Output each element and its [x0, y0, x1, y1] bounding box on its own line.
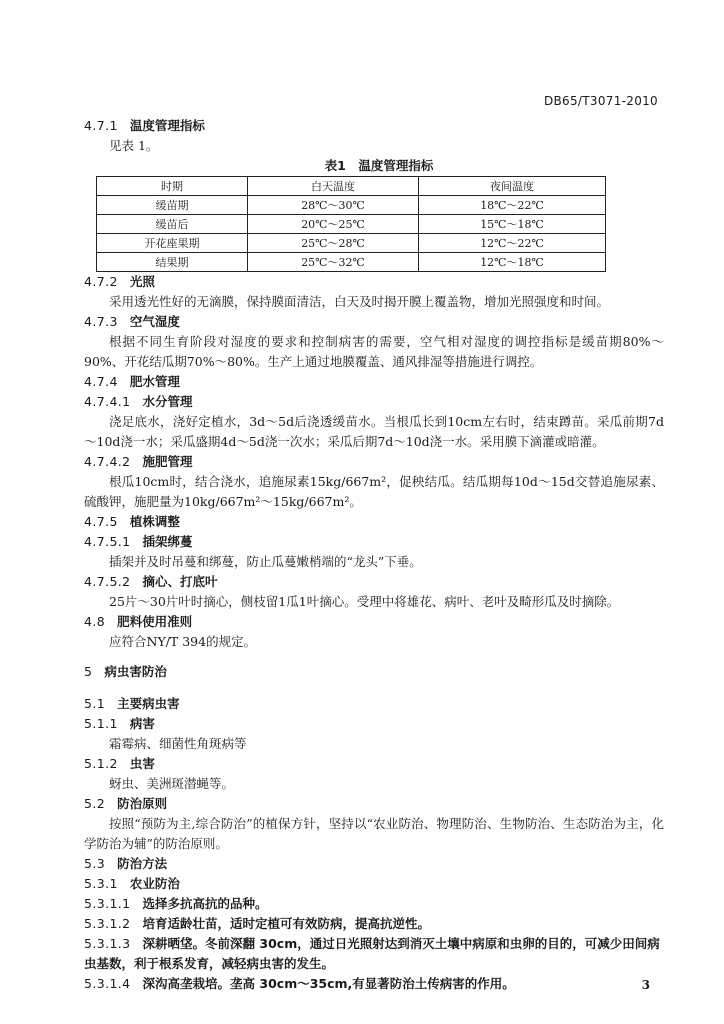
column-header: 夜间温度 — [419, 177, 606, 196]
text-4-8: 应符合NY/T 394的规定。 — [109, 634, 257, 649]
item-5-3-1-4: 5.3.1.4 深沟高垄栽培。垄高 30cm～35cm,有显著防治土传病害的作用。 — [84, 976, 515, 991]
table-cell: 18℃～22℃ — [419, 196, 606, 215]
item-5-3-1-1: 5.3.1.1 选择多抗高抗的品种。 — [84, 896, 268, 911]
table-cell: 25℃～32℃ — [248, 253, 419, 272]
table-cell: 缓苗后 — [97, 215, 248, 234]
heading-4-7-1: 4.7.1 温度管理指标 — [84, 118, 205, 133]
page-number: 3 — [641, 978, 650, 992]
heading-5-1: 5.1 主要病虫害 — [84, 696, 180, 711]
heading-4-7-4-2: 4.7.4.2 施肥管理 — [84, 454, 193, 469]
table-row — [97, 234, 606, 253]
table-cell: 缓苗期 — [97, 196, 248, 215]
item-5-3-1-2: 5.3.1.2 培育适龄壮苗，适时定植可有效防病，提高抗逆性。 — [84, 916, 431, 931]
heading-5-3: 5.3 防治方法 — [84, 856, 168, 871]
table-cell: 开花座果期 — [97, 234, 248, 253]
heading-4-7-5-2: 4.7.5.2 摘心、打底叶 — [84, 574, 218, 589]
heading-4-7-4-1: 4.7.4.1 水分管理 — [84, 394, 193, 409]
text-5-1-1: 霜霉病、细菌性角斑病等 — [109, 736, 247, 751]
text-5-1-2: 蚜虫、美洲斑潜蝇等。 — [109, 776, 235, 791]
standard-code: DB65/T3071-2010 — [543, 94, 658, 108]
table-cell: 20℃～25℃ — [248, 215, 419, 234]
temperature-table — [96, 176, 606, 272]
heading-5-2: 5.2 防治原则 — [84, 796, 168, 811]
heading-4-7-2: 4.7.2 光照 — [84, 274, 155, 289]
item-5-3-1-3: 5.3.1.3 深耕晒垡。冬前深翻 30cm，通过日光照射达到消灭土壤中病原和虫卵的目的，可减少田间病虫基数，利于根系发育，减轻病虫害的发生。 — [84, 936, 660, 971]
text-4-7-3: 根据不同生育阶段对湿度的要求和控制病害的需要，空气相对湿度的调控指标是缓苗期80%～90%、开花结瓜期70%～80%。生产上通过地膜覆盖、通风排湿等措施进行调控。 — [84, 334, 664, 369]
document-body — [84, 116, 664, 994]
text-5-2: 按照“预防为主,综合防治”的植保方针，坚持以“农业防治、物理防治、生物防治、生态防治为主，化学防治为辅”的防治原则。 — [84, 816, 664, 851]
column-header: 时期 — [97, 177, 248, 196]
heading-5-3-1: 5.3.1 农业防治 — [84, 876, 180, 891]
table-cell: 12℃～22℃ — [419, 234, 606, 253]
table-row — [97, 196, 606, 215]
heading-5: 5 病虫害防治 — [84, 664, 167, 679]
table-header-row — [97, 177, 606, 196]
heading-4-7-5: 4.7.5 植株调整 — [84, 514, 180, 529]
table-row — [97, 215, 606, 234]
text-4-7-5-1: 插架并及时吊蔓和绑蔓，防止瓜蔓嫩梢端的“龙头”下垂。 — [109, 554, 422, 569]
table-cell: 12℃～18℃ — [419, 253, 606, 272]
table-cell: 15℃～18℃ — [419, 215, 606, 234]
table-cell: 25℃～28℃ — [248, 234, 419, 253]
table-cell: 28℃～30℃ — [248, 196, 419, 215]
heading-5-1-2: 5.1.2 虫害 — [84, 756, 155, 771]
text-4-7-1: 见表 1。 — [109, 138, 159, 153]
heading-4-7-3: 4.7.3 空气湿度 — [84, 314, 180, 329]
table-caption: 表1 温度管理指标 — [324, 158, 434, 173]
table-row — [97, 253, 606, 272]
text-4-7-2: 采用透光性好的无滴膜，保持膜面清洁，白天及时揭开膜上覆盖物，增加光照强度和时间。 — [109, 294, 610, 309]
text-4-7-5-2: 25片～30片叶时摘心，侧枝留1瓜1叶摘心。受理中将雄花、病叶、老叶及畸形瓜及时摘除。 — [109, 594, 620, 609]
heading-4-7-5-1: 4.7.5.1 插架绑蔓 — [84, 534, 193, 549]
table-cell: 结果期 — [97, 253, 248, 272]
heading-4-7-4: 4.7.4 肥水管理 — [84, 374, 180, 389]
heading-5-1-1: 5.1.1 病害 — [84, 716, 155, 731]
column-header: 白天温度 — [248, 177, 419, 196]
heading-4-8: 4.8 肥料使用准则 — [84, 614, 193, 629]
text-4-7-4-1: 浇足底水，浇好定植水，3d～5d后浇透缓苗水。当根瓜长到10cm左右时，结束蹲苗。采瓜前期7d～10d浇一水；采瓜盛期4d～5d浇一次水；采瓜后期7d～10d浇一水。采用膜下滴灌或暗灌。 — [84, 414, 664, 449]
text-4-7-4-2: 根瓜10cm时，结合浇水，追施尿素15kg/667m²，促秧结瓜。结瓜期每10d～15d交替追施尿素、硫酸钾，施肥量为10kg/667m²～15kg/667m²。 — [84, 474, 664, 509]
